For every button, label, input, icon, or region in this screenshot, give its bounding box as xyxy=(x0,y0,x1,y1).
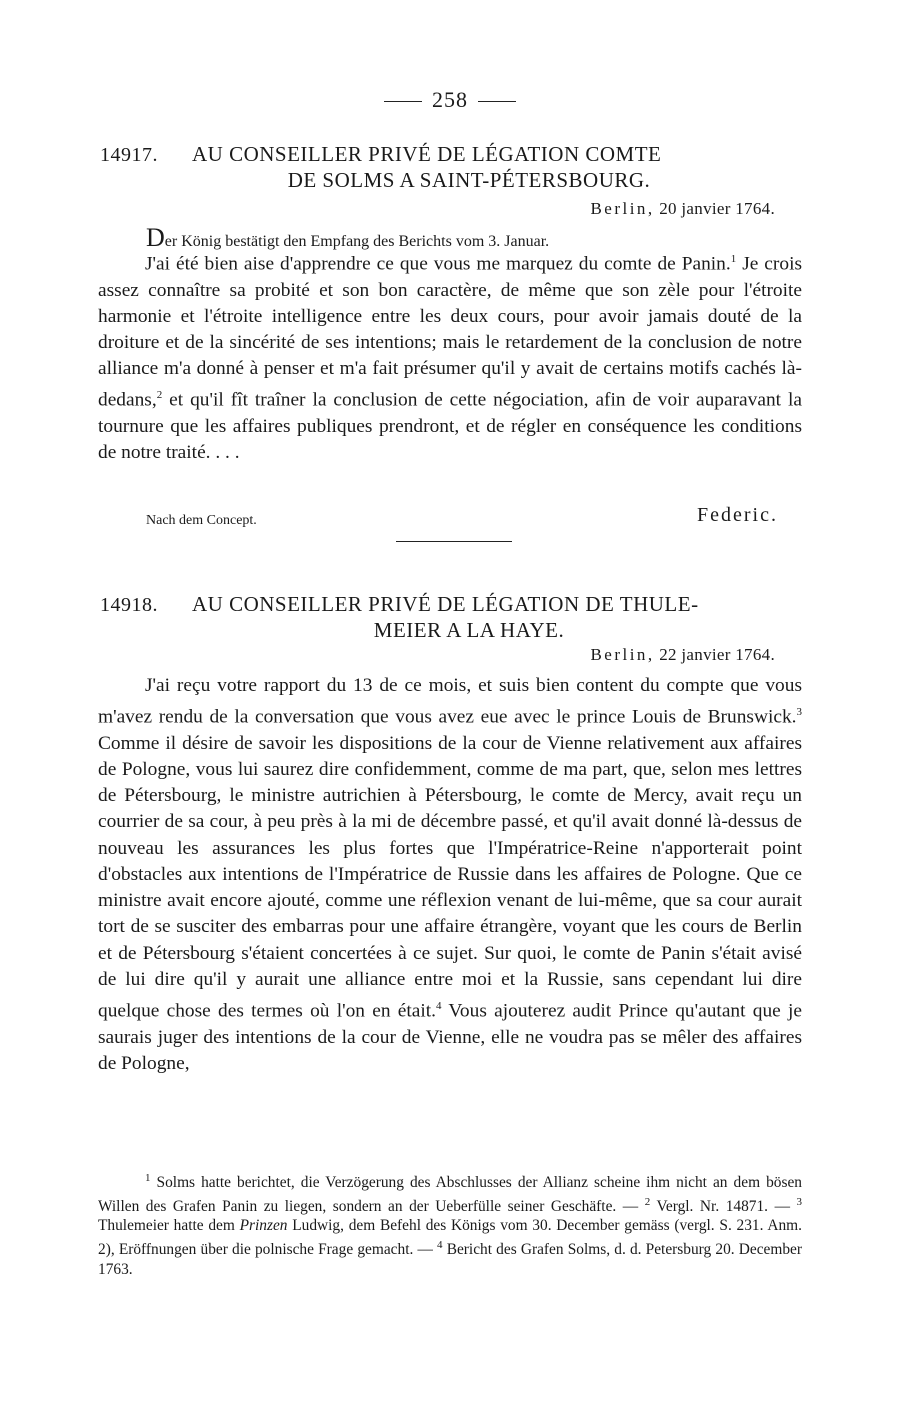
body-text: Vous ajouterez audit Prince qu'autant que je saurais juger des intentions de la cour de Vienne, elle ne voudra pas se mêler des affaires de Pologne, xyxy=(98,1000,803,1074)
footnote-text-3-italic: Prinzen xyxy=(239,1217,288,1235)
letter-heading-14917 xyxy=(100,142,800,193)
footnotes xyxy=(98,1169,802,1279)
footnote-text-3a: Thulemeier hatte dem xyxy=(98,1217,240,1235)
signature: Federic. xyxy=(697,504,778,526)
dateline-date: 22 janvier 1764. xyxy=(659,645,775,664)
letter-title-line1: AU CONSEILLER PRIVÉ DE LÉGATION COMTE xyxy=(192,142,662,166)
body-text: Je crois assez connaître sa probité et son bon caractère, de même que son zèle pour l'étroite harmonie et l'étroite intelligence entre les deux cours, pour avoir jamais douté de la droiture et de la sincérité de ses intentions; mais le retardement de la conclusion de notre alliance m'a donné à penser et m'a fait présumer qu'il y avait de certains motifs cachés là-dedans, xyxy=(98,253,802,411)
summary-text: er König bestätigt den Empfang des Berichts vom 3. Januar. xyxy=(164,233,550,250)
footnote-marker-1: 1 xyxy=(145,1172,151,1184)
letter-dateline-14917 xyxy=(590,199,775,219)
letter-heading-14918 xyxy=(100,592,800,643)
page-number-value: 258 xyxy=(432,87,468,112)
dateline-date: 20 janvier 1764. xyxy=(659,199,775,218)
dateline-place: Berlin, xyxy=(590,199,655,218)
letter-title-line1: AU CONSEILLER PRIVÉ DE LÉGATION DE THULE- xyxy=(192,592,699,616)
letter-title-line2: DE SOLMS A SAINT-PÉTERSBOURG. xyxy=(287,168,651,192)
letter-title-line2: MEIER A LA HAYE. xyxy=(373,618,565,642)
body-text: J'ai été bien aise d'apprendre ce que vous me marquez du comte de Panin. xyxy=(145,253,731,275)
footnote-text-1: Solms hatte berichtet, die Verzögerung des Abschlusses der Allianz scheine ihm nicht an dem bösen Willen des Grafen Panin zu liegen, sondern an der Ueberfülle seiner Geschäfte. — xyxy=(98,1174,802,1215)
letter-dateline-14918 xyxy=(590,645,775,665)
letter-number: 14918. xyxy=(100,594,158,616)
section-divider xyxy=(396,541,512,542)
footnote-ref-4: 4 xyxy=(436,999,442,1012)
footnote-text-2: Vergl. Nr. 14871. — xyxy=(650,1197,797,1215)
footnote-ref-2: 2 xyxy=(156,389,163,402)
letter-body-14918 xyxy=(98,673,802,1077)
page-number-dash-right xyxy=(478,101,516,102)
letter-body-14917 xyxy=(98,246,802,467)
body-text: J'ai reçu votre rapport du 13 de ce mois, et suis bien content du compte que vous m'avez rendu de la conversation que vous avez eue avec le prince Louis de Brunswick. xyxy=(98,675,802,728)
footnote-marker-3: 3 xyxy=(796,1195,802,1208)
footnote-ref-3: 3 xyxy=(796,706,802,719)
footnote-text-4: Bericht des Grafen Solms, d. d. Petersburg 20. December 1763. xyxy=(98,1241,803,1278)
page-number xyxy=(0,87,900,113)
footnote-marker-4: 4 xyxy=(437,1239,443,1252)
body-text: et qu'il fît traîner la conclusion de cette négociation, afin de voir auparavant la tournure que les affaires publiques prendront, et de régler en conséquence les conditions de notre traité. . . . xyxy=(98,389,802,464)
summary-initial: D xyxy=(146,223,165,252)
footnote-ref-1: 1 xyxy=(730,253,737,265)
footnote-marker-2: 2 xyxy=(644,1195,651,1208)
body-text: Comme il désire de savoir les dispositions de la cour de Vienne relativement aux affaires de Pologne, vous lui saurez dire confidemment, comme de ma part, que, selon mes lettres de Pétersbourg, le ministre autrichien à Pétersbourg, le comte de Mercy, avait reçu un courrier de sa cour, à peu près à la mi de décembre passé, et qu'il avait donné là-dessus de nouveau les assurances les plus fortes que l'Impératrice-Reine n'apporterait point d'obstacles aux intentions de l'Impératrice de Russie dans les affaires de Pologne. Que ce ministre avait encore ajouté, comme une réflexion venant de lui-même, que sa cour aurait tort de se susciter des embarras pour une affaire étrangère, voyant que les cours de Berlin et de Pétersbourg s'étaient concertées à ce sujet. Sur quoi, le comte de Panin s'était avisé de lui dire qu'il y aurait une alliance entre moi et la Russie, sans cependant lui dire quelque chose des termes où l'on en était. xyxy=(98,732,802,1022)
dateline-place: Berlin, xyxy=(590,645,655,664)
source-note: Nach dem Concept. xyxy=(146,513,257,528)
letter-number: 14917. xyxy=(100,144,158,166)
page-number-dash-left xyxy=(384,101,422,102)
footnote-text-3b: Ludwig, dem Befehl des Königs vom 30. December gemäss (vergl. S. 231. Anm. 2), Eröffnungen über die polnische Frage gemacht. — xyxy=(98,1217,803,1259)
